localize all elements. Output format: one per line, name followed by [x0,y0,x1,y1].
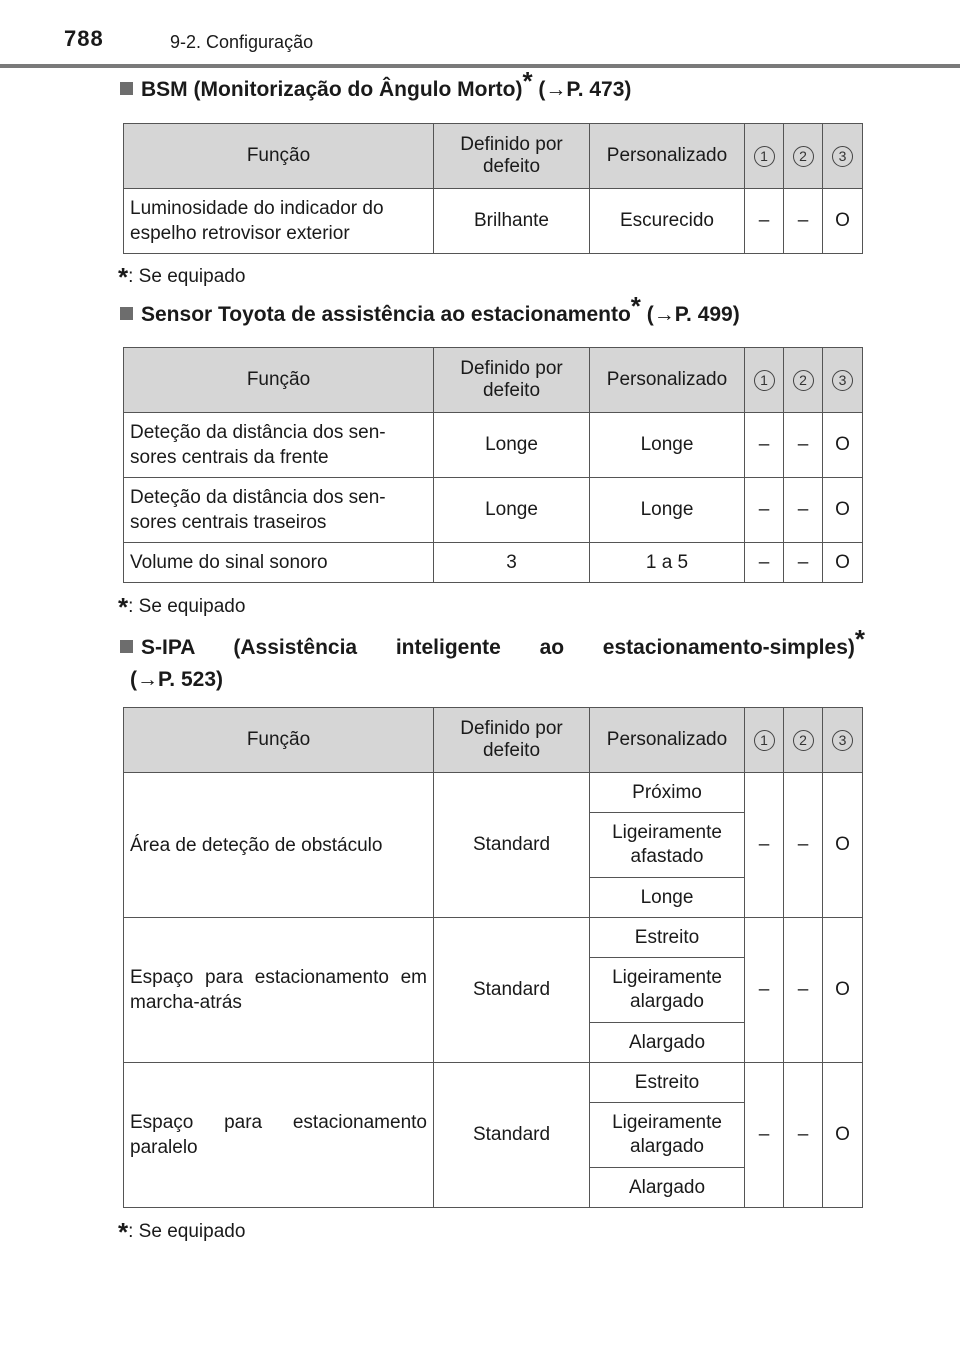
footnote: *: Se equipado [118,1217,246,1247]
col-2 [784,124,823,189]
heading-s-ipa: S-IPA (Assistência inteligente ao estacionamento-simples)* (→P. 523) [120,632,865,696]
table-bsm [123,123,863,254]
arrow-icon: → [653,303,675,326]
table-row: Volume do sinal sonoro 3 1 a 5 – – O [124,543,863,583]
table-row: Deteção da distância dos sen-sores centrais traseiros Longe Longe – – O [124,478,863,543]
table-row: Espaço para estacionamento em marcha-atrás Standard Estreito – – O [124,918,863,958]
table-row: Longe [124,878,863,918]
table-row: Alargado [124,1168,863,1208]
page-ref: P. 473 [566,78,625,101]
page-ref: P. 499 [674,303,733,326]
header-rule [0,64,960,68]
footnote: *: Se equipado [118,592,246,622]
table-row: Ligeiramente afastado [124,813,863,878]
footnote: *: Se equipado [118,262,246,292]
table-header-row [124,124,863,189]
table-row: Deteção da distância dos sen-sores centrais da frente Longe Longe – – O [124,413,863,478]
table-row: Espaço para estacionamento paralelo Standard Estreito – – O [124,1063,863,1103]
table-row: Área de deteção de obstáculo Standard Próximo – – O [124,773,863,813]
circled-3-icon: 3 [832,370,853,391]
square-bullet-icon [120,82,133,95]
col-custom: Personalizado [590,124,745,189]
arrow-icon: → [137,668,158,691]
page-header [0,0,960,64]
page-ref: P. 523 [158,668,217,691]
table-row: Ligeiramente alargado [124,958,863,1023]
table-s-ipa [123,707,863,1208]
circled-2-icon: 2 [793,146,814,167]
table-row: Luminosidade do indicador do espelho retrovisor exterior Brilhante Escurecido – – O [124,189,863,254]
circled-3-icon: 3 [832,146,853,167]
table-row: Alargado [124,1023,863,1063]
heading-parking-sensor: Sensor Toyota de assistência ao estacionamento* (→P. 499) [120,303,865,327]
square-bullet-icon [120,307,133,320]
circled-1-icon: 1 [754,730,775,751]
square-bullet-icon [120,640,133,653]
page-number: 788 [64,26,104,51]
table-header-row: Função Definido por defeito Personalizado 1 2 3 [124,348,863,413]
circled-2-icon: 2 [793,370,814,391]
col-default: Definido por defeito [434,124,590,189]
circled-1-icon: 1 [754,146,775,167]
table-row: Ligeiramente alargado [124,1103,863,1168]
col-3 [823,124,863,189]
heading-bsm: BSM (Monitorização do Ângulo Morto)* (→P. 473) [120,78,865,102]
arrow-icon: → [545,78,567,101]
section-title: 9-2. Configuração [170,32,314,52]
circled-2-icon: 2 [793,730,814,751]
table-header-row: Função Definido por defeito Personalizado 1 2 3 [124,708,863,773]
col-funcao: Função [124,124,434,189]
circled-3-icon: 3 [832,730,853,751]
col-1 [745,124,784,189]
table-parking-sensor [123,347,863,583]
circled-1-icon: 1 [754,370,775,391]
